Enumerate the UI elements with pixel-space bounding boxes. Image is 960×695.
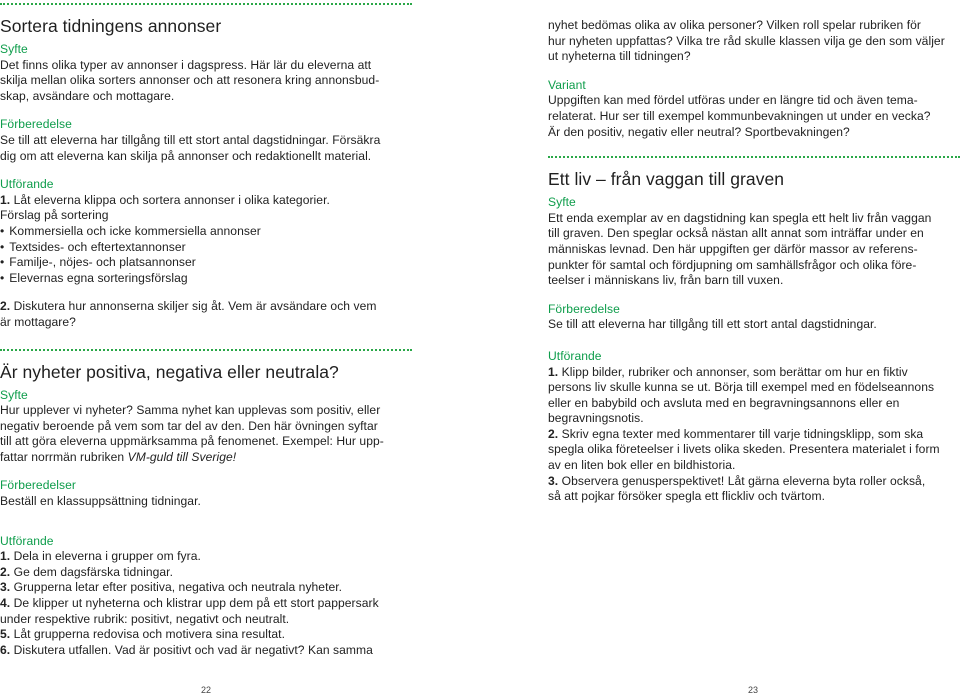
step-item xyxy=(0,193,412,209)
step-text: Diskutera utfallen. Vad är positivt och vad är negativt? Kan samma xyxy=(13,642,373,657)
syfte-line xyxy=(0,450,412,466)
step-text: Observera genusperspektivet! Låt gärna eleverna byta roller också, xyxy=(561,473,926,488)
step-item xyxy=(548,411,960,427)
step-item xyxy=(0,612,412,628)
continued-line: hur nyheten uppfattas? Vilka tre råd skulle klassen vilja ge den som väljer xyxy=(548,33,945,48)
step-text: Skriv egna texter med kommentarer till varje tidningsklipp, som ska xyxy=(561,426,924,441)
forberedelse-label: Förberedelse xyxy=(0,117,72,132)
utforande-label: Utförande xyxy=(548,348,602,363)
forberedelser-label: Förberedelser xyxy=(0,478,76,493)
bullet-item: • Familje-, nöjes- och platsannonser xyxy=(0,255,412,271)
step-number: 2. xyxy=(0,299,11,314)
step-number: 3. xyxy=(548,473,559,488)
step-text: De klipper ut nyheterna och klistrar upp dem på ett stort pappersark xyxy=(13,596,379,611)
step-text: Klipp bilder, rubriker och annonser, som berättar om hur en fiktiv xyxy=(561,364,908,379)
syfte-line: negativ beroende på vem som tar del av den. Den här övningen syftar xyxy=(0,418,378,433)
step-text: är mottagare? xyxy=(0,314,76,329)
page-number-left: 22 xyxy=(201,685,212,695)
step-item xyxy=(0,549,412,565)
step-number: 2. xyxy=(548,426,559,441)
step-item xyxy=(0,299,412,315)
step-item xyxy=(0,643,412,659)
right-page xyxy=(548,0,960,505)
step-item xyxy=(548,396,960,412)
syfte-line: till graven. Den speglar också nästan allt annat som inträffar under en xyxy=(548,226,924,241)
continued-line: ut nyheterna till tidningen? xyxy=(548,49,691,64)
example-headline: VM-guld till Sverige! xyxy=(127,449,237,464)
step-item xyxy=(0,580,412,596)
continued-line: nyhet bedömas olika av olika personer? Vilken roll spelar rubriken för xyxy=(548,18,922,32)
syfte-line: till att göra eleverna uppmärksamma på fenomenet. Exempel: Hur upp- xyxy=(0,434,384,449)
step-text: eller en babybild och avsluta med en begravningsannons eller en xyxy=(548,395,900,410)
forberedelse-line: dig om att eleverna kan skilja på annonser och redaktionellt material. xyxy=(0,148,372,163)
syfte-line: teelser i människans liv, från barn till vuxen. xyxy=(548,273,784,288)
bullet-item: • Textsides- och eftertextannonser xyxy=(0,240,412,256)
variant-line: Uppgiften kan med fördel utföras under en längre tid och även tema- xyxy=(548,93,918,108)
syfte-line: Det finns olika typer av annonser i dagspress. Här lär du eleverna att xyxy=(0,57,372,72)
step-text: begravningsnotis. xyxy=(548,411,644,426)
variant-line: Är den positiv, negativ eller neutral? Sportbevakningen? xyxy=(548,124,850,139)
syfte-label: Syfte xyxy=(0,387,28,402)
syfte-label: Syfte xyxy=(0,42,28,56)
section-title: Är nyheter positiva, negativa eller neutrala? xyxy=(0,361,339,382)
step-item xyxy=(548,458,960,474)
section-title: Sortera tidningens annonser xyxy=(0,16,222,36)
syfte-text: fattar norrmän rubriken xyxy=(0,449,128,464)
syfte-line: skilja mellan olika sorters annonser och att resonera kring annonsbud- xyxy=(0,73,380,88)
step-item xyxy=(548,474,960,490)
step-item xyxy=(548,489,960,505)
step-text: så att pojkar försöker spegla ett flickliv och tvärtom. xyxy=(548,489,825,504)
step-number: 1. xyxy=(0,549,11,564)
page-number-right: 23 xyxy=(748,685,759,695)
step-item xyxy=(548,380,960,396)
step-text: Ge dem dagsfärska tidningar. xyxy=(13,564,173,579)
step-number: 1. xyxy=(0,192,11,207)
section-divider xyxy=(0,3,412,5)
section-divider xyxy=(548,156,960,158)
step-text: Dela in eleverna i grupper om fyra. xyxy=(13,549,201,564)
section-nyheter xyxy=(0,362,412,659)
syfte-label: Syfte xyxy=(548,195,576,210)
step-text: under respektive rubrik: positivt, negativt och neutralt. xyxy=(0,611,290,626)
forberedelse-text: Se till att eleverna har tillgång till ett stort antal dagstidningar. xyxy=(548,317,877,332)
bullet-item: • Elevernas egna sorteringsförslag xyxy=(0,271,412,287)
forslag-heading: Förslag på sortering xyxy=(0,208,109,223)
section-divider xyxy=(0,349,412,351)
step-number: 1. xyxy=(548,364,559,379)
syfte-line: skap, avsändare och mottagare. xyxy=(0,88,175,103)
left-page xyxy=(0,0,412,658)
variant-label: Variant xyxy=(548,77,586,92)
step-number: 3. xyxy=(0,580,11,595)
step-item xyxy=(548,427,960,443)
variant-line: relaterat. Hur ser till exempel kommunbevakningen ut under en vecka? xyxy=(548,108,931,123)
step-item xyxy=(0,596,412,612)
step-text: av en liten bok eller en bildhistoria. xyxy=(548,458,736,473)
step-number: 4. xyxy=(0,596,11,611)
utforande-label: Utförande xyxy=(0,177,54,192)
step-text: Grupperna letar efter positiva, negativa och neutrala nyheter. xyxy=(13,580,343,595)
step-text: spegla olika företeelser i livets olika skeden. Presentera materialet i form xyxy=(548,442,940,457)
syfte-line: Hur upplever vi nyheter? Samma nyhet kan upplevas som positiv, eller xyxy=(0,403,381,418)
step-item xyxy=(0,627,412,643)
step-item xyxy=(548,442,960,458)
forberedelse-line: Se till att eleverna har tillgång till ett stort antal dagstidningar. Försäkra xyxy=(0,132,381,147)
section-title: Ett liv – från vaggan till graven xyxy=(548,169,785,190)
syfte-line: människas levnad. Den här uppgiften ger därför massor av referens- xyxy=(548,241,918,256)
forberedelser-text: Beställ en klassuppsättning tidningar. xyxy=(0,494,201,509)
step-text: persons liv skulle kunna se ut. Börja till exempel med en födelseannons xyxy=(548,380,935,395)
step-text: Låt grupperna redovisa och motivera sina resultat. xyxy=(13,627,286,642)
bullet-item: • Kommersiella och icke kommersiella annonser xyxy=(0,224,412,240)
forberedelse-label: Förberedelse xyxy=(548,301,620,316)
step-number: 2. xyxy=(0,564,11,579)
step-number: 5. xyxy=(0,627,11,642)
utforande-label: Utförande xyxy=(0,533,54,548)
syfte-line: punkter för samtal och fördjupning om samhällsfrågor och olika före- xyxy=(548,257,917,272)
step-item xyxy=(0,565,412,581)
step-text: Diskutera hur annonserna skiljer sig åt. Vem är avsändare och vem xyxy=(13,299,377,314)
step-text: Låt eleverna klippa och sortera annonser i olika kategorier. xyxy=(13,192,330,207)
step-item xyxy=(548,365,960,381)
section-sortera xyxy=(0,16,412,331)
syfte-line: Ett enda exemplar av en dagstidning kan spegla ett helt liv från vaggan xyxy=(548,210,932,225)
step-number: 6. xyxy=(0,642,11,657)
section-ett-liv xyxy=(548,169,960,505)
